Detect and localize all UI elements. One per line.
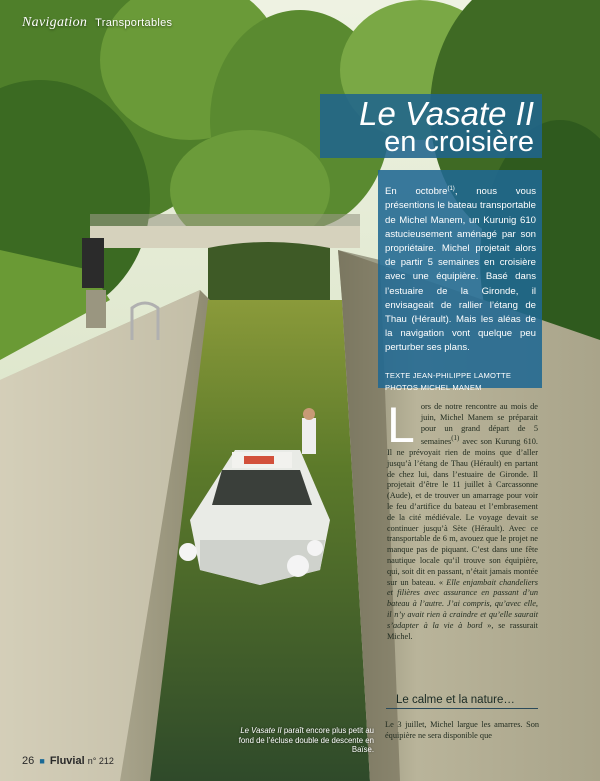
page-footer [22,755,114,767]
body-quote: Elle enjambait chandeliers et filières avec assurance en passant d’un bateau à l’autre. J’ai compris, qu’avec elle, il n’y avait rien à craindre et qu’elle saurait s’adapter à la vie à bord [387,577,538,630]
intro-text [385,182,536,356]
body-paragraph-1 [387,397,538,642]
subheading [386,690,538,709]
credit-photos: PHOTOS MICHEL MANEM [385,383,482,393]
subsection-label: Transportables [95,17,173,29]
intro-box [378,170,542,393]
page-number: 26 [22,755,35,767]
subheading-text: Le calme et la nature… [396,694,515,706]
issue-number: n° 212 [87,756,114,766]
article-title-line2: en croisière [384,126,534,158]
body-footnote-ref: (1) [451,435,460,443]
photo-caption [232,726,374,755]
section-header [22,14,172,31]
intro-text-end: , nous vous présentions le bateau transportable de Michel Manem, un Kurunig 610 astucieusement aménagé par son propriétaire. Michel projetait alors de partir 5 semaines en croisière avec une équipière. Basé dans l’estuaire de la Gironde, il envisageait de rallier l’étang de Thau (Hérault). Mais les aléas de la navigation vont quelque peu perturber ses plans. [385,186,536,354]
section-label: Navigation [22,15,88,30]
body-text-1: ors de notre rencontre au mois de juin, Michel Manem se préparait pour un grand départ de 5 semaines [420,402,538,447]
credit-text: TEXTE JEAN-PHILIPPE LAMOTTE [385,370,512,380]
credits [385,370,536,395]
magazine-name: Fluvial [49,755,85,767]
article-title: Le Vasate II [359,95,534,132]
body-column [387,397,538,642]
body-text-2: avec son Kurung 610. Il ne prévoyait rien de moins que d’aller jusqu’à l’étang de Thau (Hérault) en partant de chez lui, dans l’estuaire de Gironde. Il projetait d’être le 11 juillet à Carcassonne (Aude), et de trouver un amarrage pour voir le feu d’artifice du bateau et l’embrasement de la cité médiévale. Le voyage devait se continuer jusqu’à Sète (Hérault). Avec ce transportable de 6 m, avouez que le projet ne manque pas de piquant. C’est dans une fête nautique locale qu’il trouve son équipière, qui, soit dit en passant, n’était jamais montée sur un bateau. « [387,437,538,587]
body-text-3: », se rassurait Michel. [387,620,538,641]
body-paragraph-2: Le 3 juillet, Michel largue les amarres. Son équipière ne sera disponible que [385,720,539,740]
intro-text-start: En octobre [385,186,448,198]
dropcap: L [387,397,415,453]
bullet-icon: ■ [39,756,45,766]
caption-text: paraît encore plus petit au fond de l’écluse double de descente en Baïse. [238,726,374,755]
caption-boat-name: Le Vasate II [240,726,282,735]
intro-footnote-ref: (1) [447,186,455,192]
title-box [320,94,542,158]
